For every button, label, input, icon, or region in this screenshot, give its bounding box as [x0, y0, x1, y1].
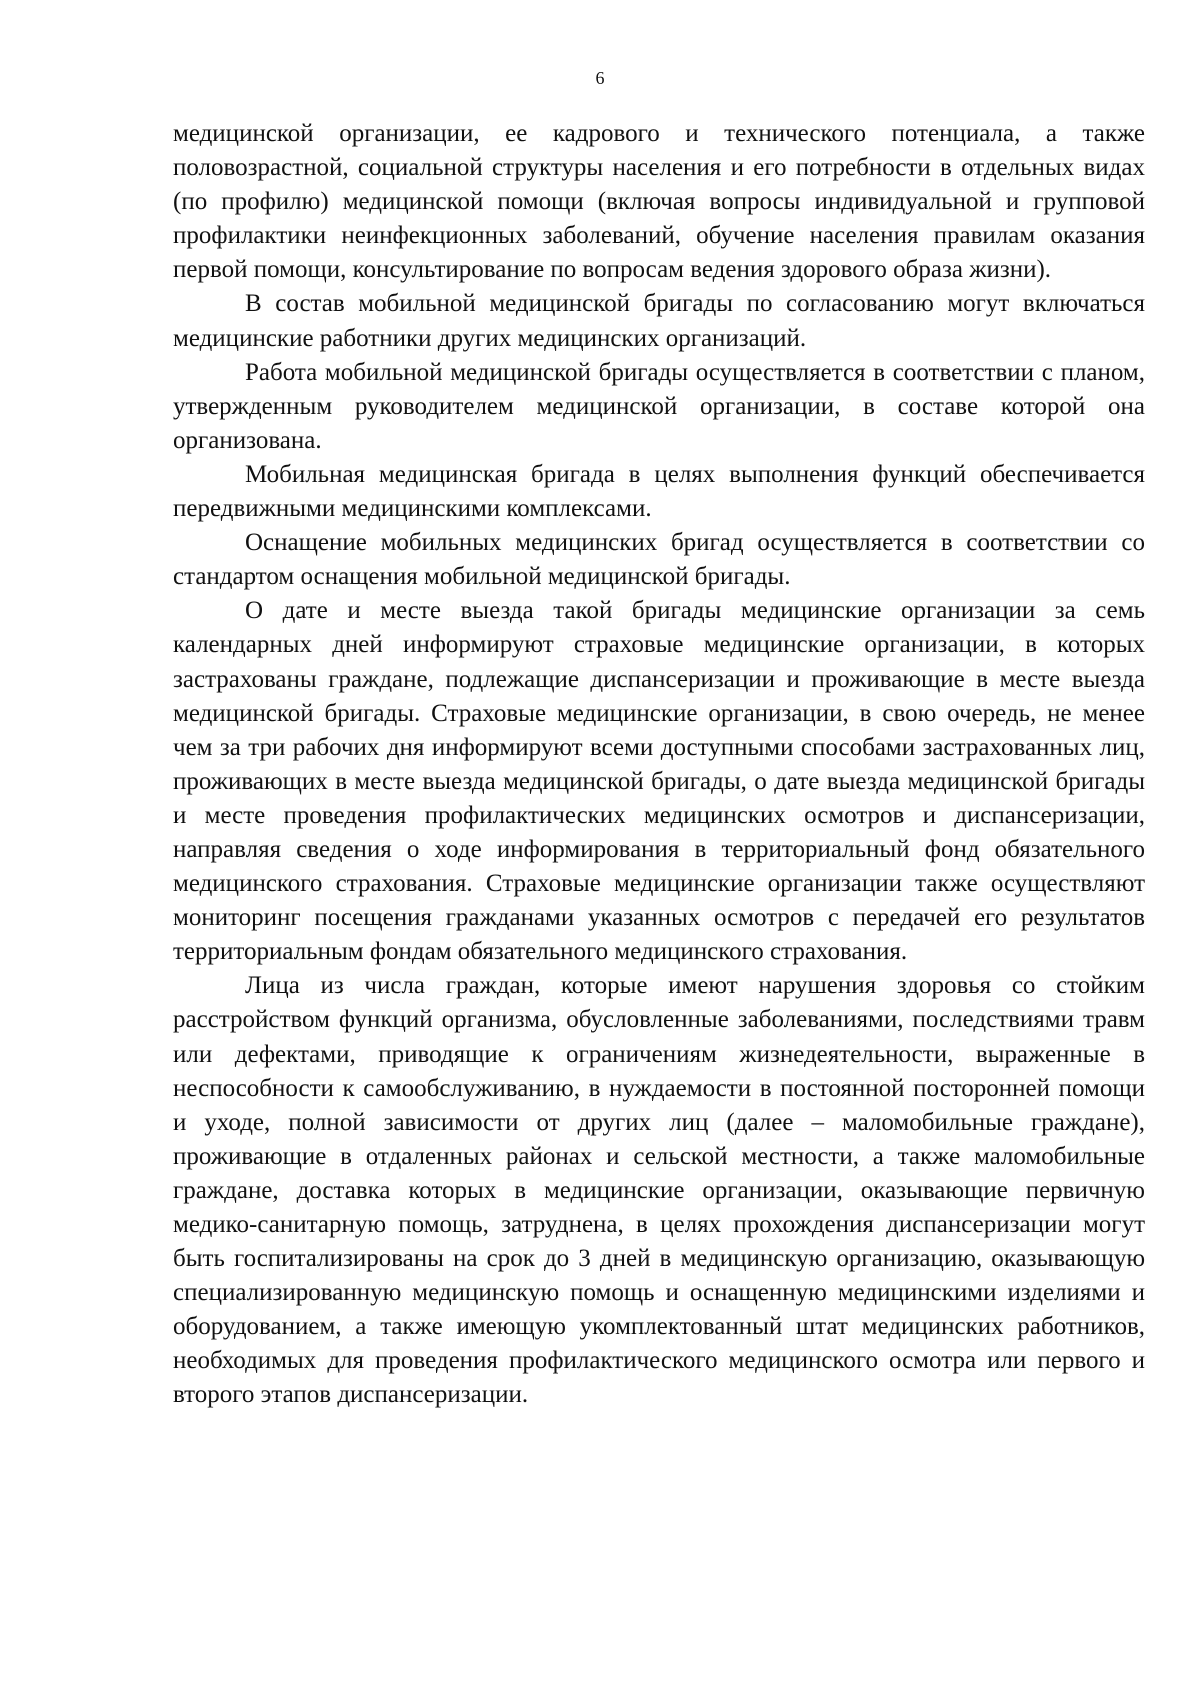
paragraph-equipment-standard: Оснащение мобильных медицинских бригад осуществляется в соответствии со стандартом оснащения мобильной медицинской бригады.	[173, 529, 1145, 591]
paragraph-mobile-complexes: Мобильная медицинская бригада в целях выполнения функций обеспечивается передвижными медицинскими комплексами.	[173, 460, 1145, 523]
paragraph-continuation: медицинской организации, ее кадрового и технического потенциала, а также половозрастной, социальной структуры населения и его потребности в отдельных видах (по профилю) медицинской помощи (включая вопросы индивидуальной и групповой профилактики неинфекционных заболеваний, обучение населения правилам оказания первой помощи, консультирование по вопросам ведения здорового образа жизни).	[173, 120, 1145, 284]
document-body	[173, 117, 1145, 1413]
page-number: 6	[595, 68, 605, 88]
paragraph-low-mobility-citizens: Лица из числа граждан, которые имеют нарушения здоровья со стойким расстройством функций организма, обусловленные заболеваниями, последствиями травм или дефектами, приводящие к ограничениям жизнедеятельности, выраженные в неспособности к самообслуживанию, в нуждаемости в постоянной посторонней помощи и уходе, полной зависимости от других лиц (далее – маломобильные граждане), проживающие в отдаленных районах и сельской местности, а также маломобильные граждане, доставка которых в медицинские организации, оказывающие первичную медико-санитарную помощь, затруднена, в целях прохождения диспансеризации могут быть госпитализированы на срок до 3 дней в медицинскую организацию, оказывающую специализированную медицинскую помощь и оснащенную медицинскими изделиями и оборудованием, а также имеющую укомплектованный штат медицинских работников, необходимых для проведения профилактического медицинского осмотра или первого и второго этапов диспансеризации.	[173, 972, 1145, 1409]
paragraph-departure-notification: О дате и месте выезда такой бригады медицинские организации за семь календарных дней информируют страховые медицинские организации, в которых застрахованы граждане, подлежащие диспансеризации и проживающие в месте выезда медицинской бригады. Страховые медицинские организации, в свою очередь, не менее чем за три рабочих дня информируют всеми доступными способами застрахованных лиц, проживающих в месте выезда медицинской бригады, о дате выезда медицинской бригады и месте проведения профилактических медицинских осмотров и диспансеризации, направляя сведения о ходе информирования в территориальный фонд обязательного медицинского страхования. Страховые медицинские организации также осуществляют мониторинг посещения гражданами указанных осмотров с передачей его результатов территориальным фондам обязательного медицинского страхования.	[173, 597, 1145, 966]
paragraph-brigade-work-plan: Работа мобильной медицинской бригады осуществляется в соответствии с планом, утвержденным руководителем медицинской организации, в составе которой она организована.	[173, 358, 1145, 454]
paragraph-brigade-composition: В состав мобильной медицинской бригады по согласованию могут включаться медицинские работники других медицинских организаций.	[173, 290, 1145, 352]
